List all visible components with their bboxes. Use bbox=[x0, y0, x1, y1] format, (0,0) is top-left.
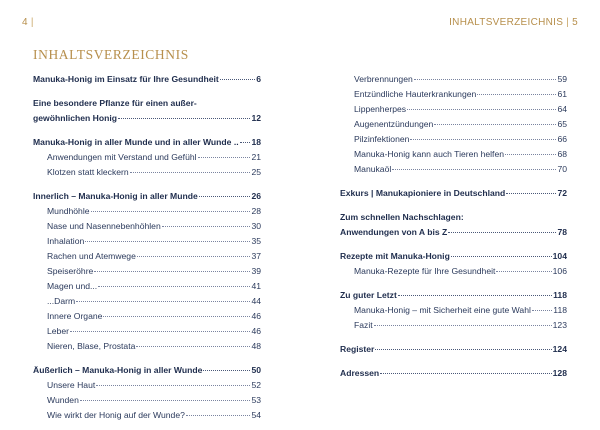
toc-dot-leader bbox=[76, 301, 250, 302]
toc-list-right bbox=[340, 74, 567, 379]
toc-subentry bbox=[340, 164, 567, 175]
toc-subentry bbox=[340, 149, 567, 160]
toc-page-number: 104 bbox=[552, 251, 567, 261]
toc-subentry bbox=[33, 296, 261, 307]
toc-dot-leader bbox=[94, 271, 250, 272]
toc-subentry bbox=[33, 266, 261, 277]
toc-chapter-entry bbox=[33, 365, 261, 376]
toc-subentry bbox=[340, 320, 567, 331]
toc-page-number: 30 bbox=[251, 221, 261, 231]
toc-dot-leader bbox=[532, 310, 552, 311]
toc-subentry bbox=[340, 74, 567, 85]
toc-entry-text: Manuka-Honig – mit Sicherheit eine gute Wahl bbox=[354, 305, 531, 315]
toc-chapter-entry bbox=[340, 251, 567, 262]
toc-dot-leader bbox=[91, 211, 251, 212]
toc-dot-leader bbox=[240, 142, 251, 143]
page-folio-right bbox=[449, 17, 578, 28]
toc-page-number: 44 bbox=[251, 296, 261, 306]
toc-entry-text: Adressen bbox=[340, 368, 380, 378]
toc-subentry bbox=[340, 134, 567, 145]
toc-page-number: 128 bbox=[552, 368, 567, 378]
toc-dot-leader bbox=[137, 256, 251, 257]
toc-entry-text: Innerlich – Manuka-Honig in aller Munde bbox=[33, 191, 198, 201]
toc-subentry bbox=[33, 221, 261, 232]
toc-page-number: 52 bbox=[251, 380, 261, 390]
toc-entry-text: Verbrennungen bbox=[354, 74, 413, 84]
toc-entry-text: Manuka-Honig in aller Munde und in aller Wunde .. bbox=[33, 137, 239, 147]
toc-entry-text: Unsere Haut bbox=[47, 380, 96, 390]
toc-page-number: 53 bbox=[251, 395, 261, 405]
toc-dot-leader bbox=[70, 331, 250, 332]
toc-subentry bbox=[33, 326, 261, 337]
toc-dot-leader bbox=[380, 373, 551, 374]
toc-page-number: 54 bbox=[251, 410, 261, 420]
toc-dot-leader bbox=[98, 286, 250, 287]
toc-page-number: 25 bbox=[251, 167, 261, 177]
toc-subentry bbox=[33, 236, 261, 247]
toc-chapter-entry bbox=[33, 113, 261, 124]
toc-page-number: 21 bbox=[251, 152, 261, 162]
toc-dot-leader bbox=[375, 349, 551, 350]
toc-dot-leader bbox=[407, 109, 556, 110]
toc-page-number: 18 bbox=[251, 137, 261, 147]
toc-dot-leader bbox=[203, 370, 250, 371]
toc-subentry bbox=[33, 311, 261, 322]
toc-dot-leader bbox=[85, 241, 250, 242]
toc-subentry bbox=[340, 305, 567, 316]
toc-subentry bbox=[340, 104, 567, 115]
toc-chapter-entry bbox=[340, 188, 567, 199]
toc-page-number: 41 bbox=[251, 281, 261, 291]
toc-page-number: 48 bbox=[251, 341, 261, 351]
toc-subentry bbox=[33, 380, 261, 391]
toc-entry-text: Wie wirkt der Honig auf der Wunde? bbox=[47, 410, 185, 420]
toc-entry-text: Nase und Nasennebenhöhlen bbox=[47, 221, 161, 231]
toc-dot-leader bbox=[80, 400, 251, 401]
toc-dot-leader bbox=[199, 196, 251, 197]
toc-entry-text: Äußerlich – Manuka-Honig in aller Wunde bbox=[33, 365, 203, 375]
toc-dot-leader bbox=[162, 226, 251, 227]
toc-chapter-entry bbox=[340, 212, 567, 223]
toc-entry-text: Manukaöl bbox=[354, 164, 392, 174]
toc-dot-leader bbox=[398, 295, 552, 296]
toc-page-number: 70 bbox=[557, 164, 567, 174]
toc-entry-text: Augenentzündungen bbox=[354, 119, 434, 129]
toc-subentry bbox=[340, 119, 567, 130]
toc-chapter-entry bbox=[340, 368, 567, 379]
toc-entry-text: Manuka-Rezepte für Ihre Gesundheit bbox=[354, 266, 496, 276]
toc-entry-text: Anwendungen mit Verstand und Gefühl bbox=[47, 152, 197, 162]
toc-chapter-entry bbox=[340, 290, 567, 301]
toc-entry-text: Rezepte mit Manuka-Honig bbox=[340, 251, 450, 261]
toc-dot-leader bbox=[448, 232, 556, 233]
toc-dot-leader bbox=[198, 157, 251, 158]
toc-dot-leader bbox=[136, 346, 250, 347]
toc-entry-text: Magen und... bbox=[47, 281, 98, 291]
toc-chapter-entry bbox=[33, 98, 261, 109]
toc-page-number: 118 bbox=[553, 305, 567, 315]
toc-page-number: 35 bbox=[251, 236, 261, 246]
toc-chapter-entry bbox=[33, 191, 261, 202]
toc-entry-text: Anwendungen von A bis Z bbox=[340, 227, 448, 237]
toc-entry-text: gewöhnlichen Honig bbox=[33, 113, 118, 123]
toc-dot-leader bbox=[130, 172, 251, 173]
toc-entry-text: Nieren, Blase, Prostata bbox=[47, 341, 136, 351]
toc-page-number: 46 bbox=[251, 311, 261, 321]
page-number: 5 bbox=[572, 17, 578, 28]
toc-dot-leader bbox=[496, 271, 551, 272]
toc-page-number: 6 bbox=[256, 74, 261, 84]
toc-dot-leader bbox=[434, 124, 556, 125]
toc-entry-text: Speiseröhre bbox=[47, 266, 94, 276]
toc-dot-leader bbox=[96, 385, 250, 386]
page-folio-left bbox=[22, 17, 37, 28]
toc-page-number: 66 bbox=[557, 134, 567, 144]
toc-subentry bbox=[33, 410, 261, 421]
toc-page-number: 64 bbox=[557, 104, 567, 114]
toc-entry-text: Zum schnellen Nachschlagen: bbox=[340, 212, 464, 222]
toc-subentry bbox=[340, 266, 567, 277]
toc-dot-leader bbox=[374, 325, 552, 326]
toc-entry-text: Register bbox=[340, 344, 375, 354]
toc-entry-text: Mundhöhle bbox=[47, 206, 90, 216]
toc-dot-leader bbox=[103, 316, 250, 317]
toc-dot-leader bbox=[392, 169, 556, 170]
toc-entry-text: Eine besondere Pflanze für einen außer- bbox=[33, 98, 197, 108]
toc-dot-leader bbox=[506, 193, 556, 194]
running-head: INHALTSVERZEICHNIS bbox=[449, 17, 564, 28]
page-number: 4 bbox=[22, 17, 28, 28]
toc-page-number: 12 bbox=[251, 113, 261, 123]
toc-page-number: 123 bbox=[552, 320, 567, 330]
toc-entry-text: Inhalation bbox=[47, 236, 85, 246]
toc-page-number: 68 bbox=[557, 149, 567, 159]
toc-page-number: 28 bbox=[251, 206, 261, 216]
toc-subentry bbox=[33, 251, 261, 262]
toc-entry-text: ...Darm bbox=[47, 296, 76, 306]
toc-entry-text: Pilzinfektionen bbox=[354, 134, 410, 144]
right-page bbox=[300, 0, 600, 430]
toc-entry-text: Fazit bbox=[354, 320, 373, 330]
toc-page-number: 124 bbox=[552, 344, 567, 354]
toc-subentry bbox=[33, 395, 261, 406]
toc-page-number: 65 bbox=[557, 119, 567, 129]
toc-page-number: 39 bbox=[251, 266, 261, 276]
toc-page-number: 72 bbox=[557, 188, 567, 198]
toc-dot-leader bbox=[220, 79, 255, 80]
toc-list-left bbox=[33, 74, 261, 421]
toc-entry-text: Rachen und Atemwege bbox=[47, 251, 136, 261]
toc-chapter-entry bbox=[340, 344, 567, 355]
toc-dot-leader bbox=[414, 79, 557, 80]
toc-entry-text: Manuka-Honig kann auch Tieren helfen bbox=[354, 149, 505, 159]
toc-dot-leader bbox=[118, 118, 250, 119]
toc-subentry bbox=[33, 281, 261, 292]
toc-page-number: 46 bbox=[251, 326, 261, 336]
folio-separator: | bbox=[566, 17, 570, 28]
toc-dot-leader bbox=[451, 256, 552, 257]
toc-entry-text: Manuka-Honig im Einsatz für Ihre Gesundheit bbox=[33, 74, 219, 84]
toc-chapter-entry bbox=[33, 74, 261, 85]
toc-dot-leader bbox=[505, 154, 556, 155]
folio-separator: | bbox=[30, 17, 34, 28]
toc-page-number: 37 bbox=[251, 251, 261, 261]
toc-dot-leader bbox=[410, 139, 556, 140]
toc-page-number: 78 bbox=[557, 227, 567, 237]
toc-page-number: 61 bbox=[557, 89, 567, 99]
toc-entry-text: Entzündliche Hauterkrankungen bbox=[354, 89, 477, 99]
toc-subentry bbox=[340, 89, 567, 100]
toc-entry-text: Klotzen statt kleckern bbox=[47, 167, 129, 177]
toc-entry-text: Wunden bbox=[47, 395, 79, 405]
toc-chapter-entry bbox=[340, 227, 567, 238]
toc-page-number: 59 bbox=[557, 74, 567, 84]
toc-entry-text: Zu guter Letzt bbox=[340, 290, 397, 300]
toc-entry-text: Exkurs | Manukapioniere in Deutschland bbox=[340, 188, 506, 198]
toc-page-number: 106 bbox=[552, 266, 567, 276]
toc-page-number: 26 bbox=[251, 191, 261, 201]
toc-page-number: 118 bbox=[553, 290, 567, 300]
section-title: INHALTSVERZEICHNIS bbox=[33, 47, 189, 62]
toc-entry-text: Lippenherpes bbox=[354, 104, 407, 114]
toc-subentry bbox=[33, 152, 261, 163]
toc-entry-text: Leber bbox=[47, 326, 69, 336]
toc-entry-text: Innere Organe bbox=[47, 311, 103, 321]
toc-subentry bbox=[33, 206, 261, 217]
toc-subentry bbox=[33, 167, 261, 178]
toc-subentry bbox=[33, 341, 261, 352]
toc-dot-leader bbox=[186, 415, 251, 416]
toc-chapter-entry bbox=[33, 137, 261, 148]
toc-page-number: 50 bbox=[251, 365, 261, 375]
toc-dot-leader bbox=[477, 94, 556, 95]
